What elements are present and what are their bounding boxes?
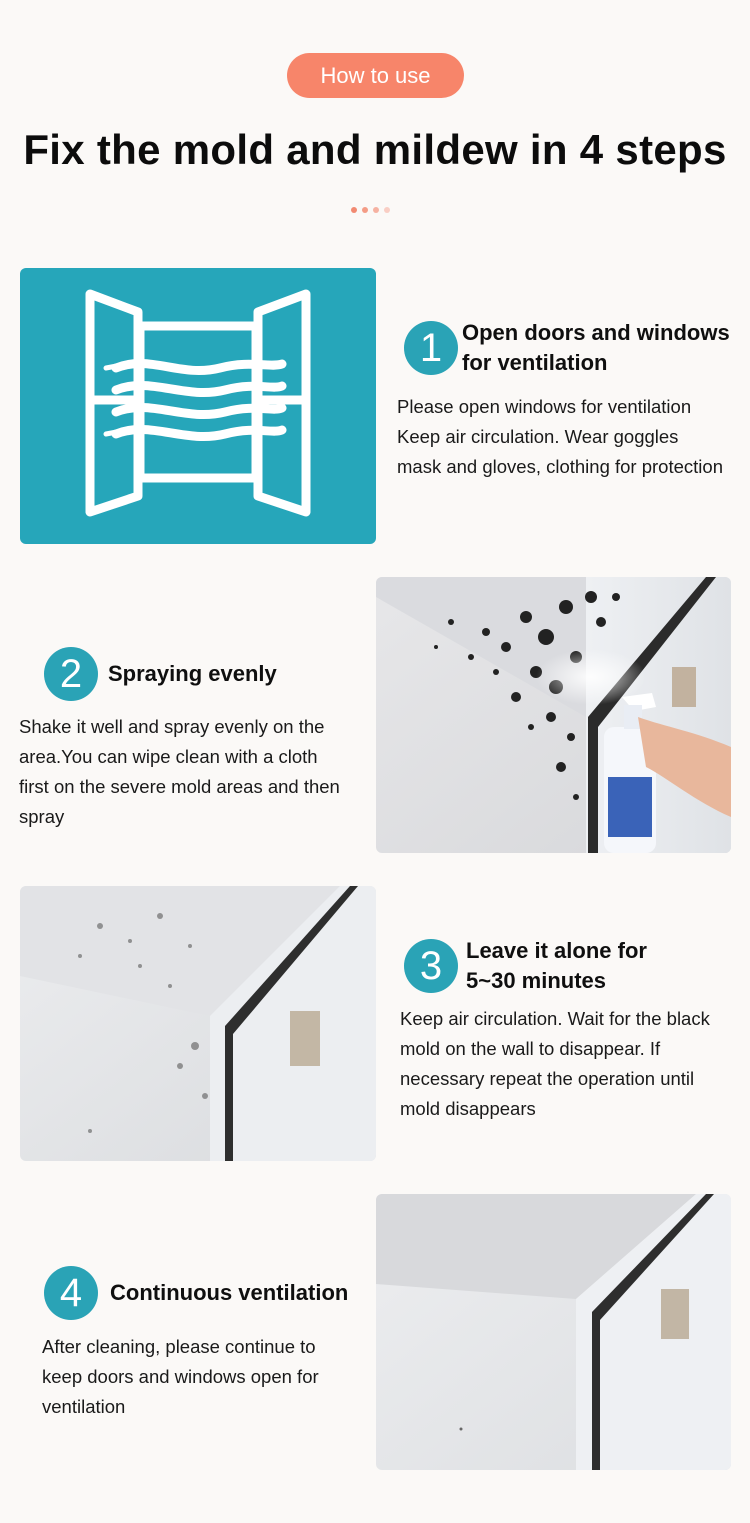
step-3-heading xyxy=(404,936,647,996)
step-1-heading xyxy=(404,318,730,378)
step-2-title xyxy=(108,659,277,689)
text-line: first on the severe mold areas and then xyxy=(19,776,340,797)
text-line: Please open windows for ventilation xyxy=(397,396,692,417)
step-number-badge: 4 xyxy=(44,1266,98,1320)
step-2-heading xyxy=(44,647,277,701)
step-4-title-line-1: Continuous ventilation xyxy=(110,1280,349,1305)
step-1-title-line-2: for ventilation xyxy=(462,350,608,375)
step-3-description xyxy=(400,1004,745,1124)
spraying-mold-photo xyxy=(376,577,731,853)
step-1-description xyxy=(397,392,747,482)
how-to-use-badge: How to use xyxy=(287,53,464,98)
dot xyxy=(362,207,368,213)
step-1-title-line-1: Open doors and windows xyxy=(462,320,730,345)
text-line: ventilation xyxy=(42,1396,126,1417)
step-number-badge: 3 xyxy=(404,939,458,993)
step-4-heading xyxy=(44,1266,348,1320)
dot xyxy=(384,207,390,213)
dot xyxy=(351,207,357,213)
clean-wall-photo xyxy=(376,1194,731,1470)
step-4-title xyxy=(110,1278,348,1308)
text-line: area.You can wipe clean with a cloth xyxy=(19,746,318,767)
text-line: mold on the wall to disappear. If xyxy=(400,1038,661,1059)
text-line: mold disappears xyxy=(400,1098,536,1119)
text-line: After cleaning, please continue to xyxy=(42,1336,316,1357)
step-number-badge: 2 xyxy=(44,647,98,701)
step-3-title-line-1: Leave it alone for xyxy=(466,938,647,963)
text-line: mask and gloves, clothing for protection xyxy=(397,456,723,477)
text-line: Keep air circulation. Wear goggles xyxy=(397,426,679,447)
step-3-title-line-2: 5~30 minutes xyxy=(466,968,607,993)
step-number-badge: 1 xyxy=(404,321,458,375)
page-title: Fix the mold and mildew in 4 steps xyxy=(23,126,727,173)
text-line: spray xyxy=(19,806,65,827)
step-3-title xyxy=(466,936,647,996)
step-2-title-line-1: Spraying evenly xyxy=(108,661,277,686)
fading-mold-photo xyxy=(20,886,376,1161)
dot xyxy=(373,207,379,213)
text-line: Shake it well and spray evenly on the xyxy=(19,716,325,737)
decorative-dots xyxy=(351,207,390,215)
text-line: keep doors and windows open for xyxy=(42,1366,319,1387)
text-line: Keep air circulation. Wait for the black xyxy=(400,1008,710,1029)
step-1-title xyxy=(462,318,730,378)
step-4-description xyxy=(42,1332,362,1422)
text-line: necessary repeat the operation until xyxy=(400,1068,695,1089)
step-2-description xyxy=(19,712,369,832)
open-window-icon xyxy=(20,268,376,544)
